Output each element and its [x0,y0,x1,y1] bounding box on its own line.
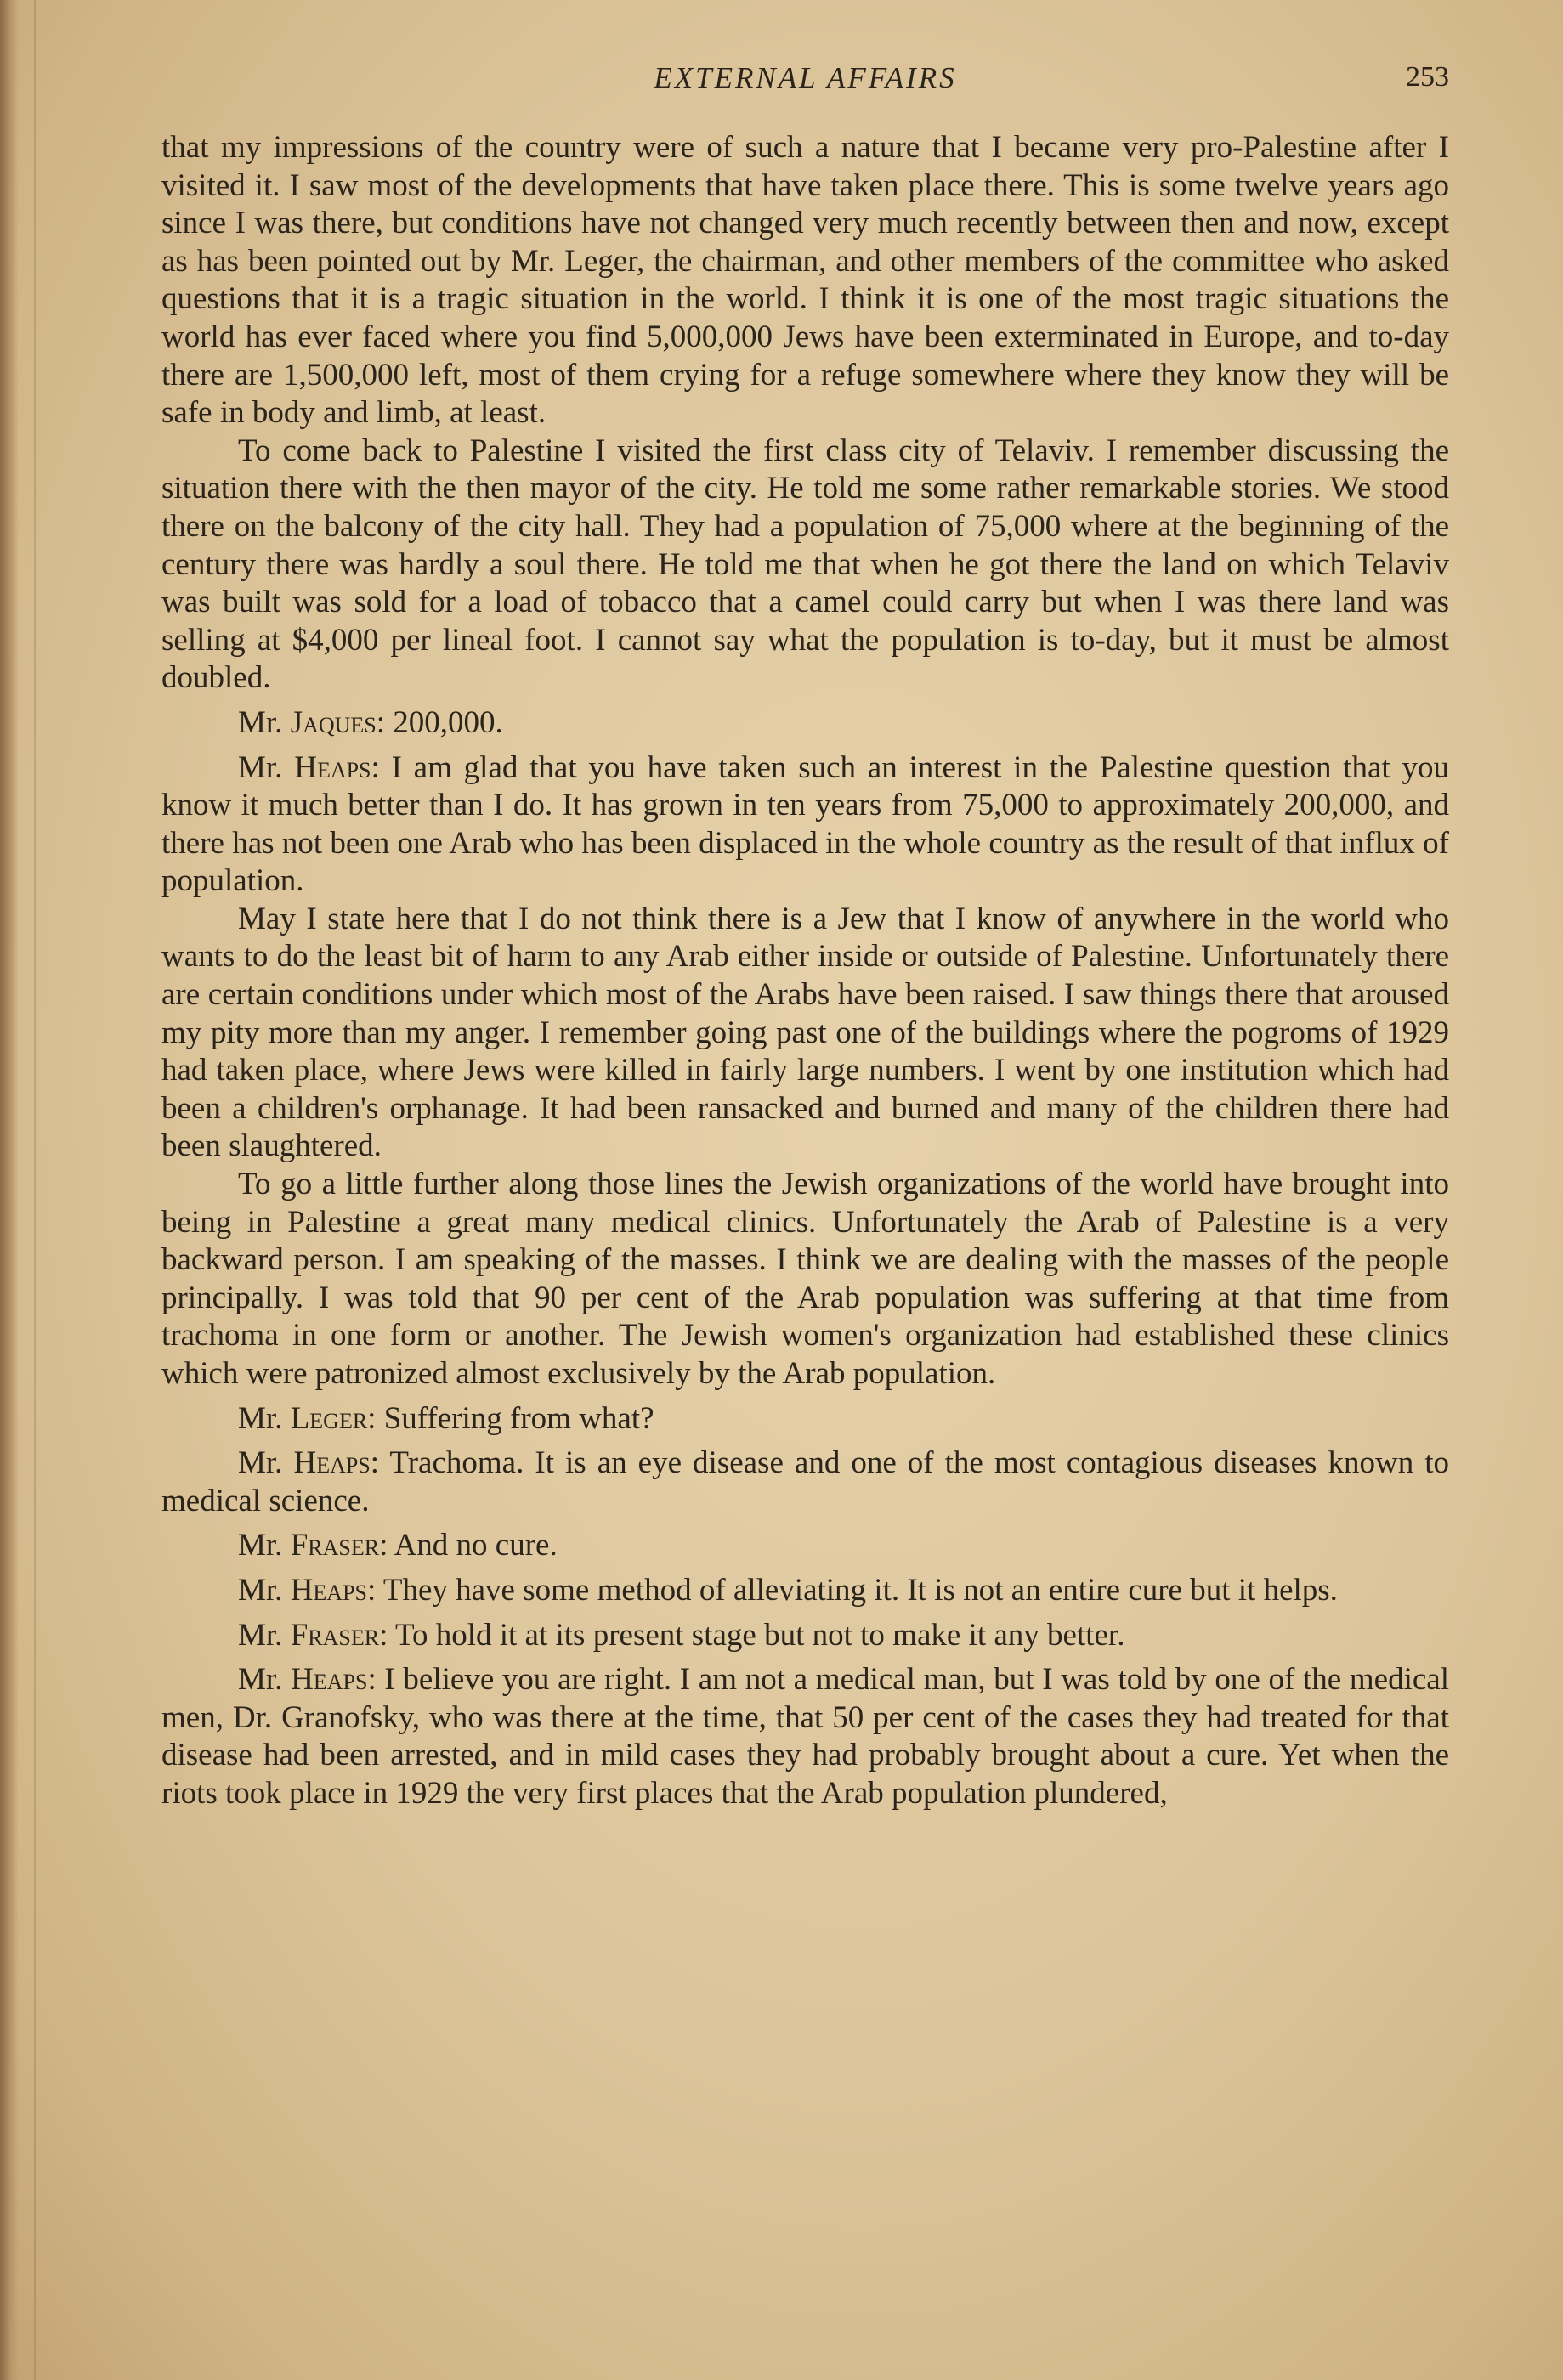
speaker-title: Mr. [238,1617,291,1653]
speech-text: : I believe you are right. I am not a medical man, but I was told by one of the medical men, Dr. Granofsky, who was there at the time, that 50 per cent of the cases they had treated for that disease had been arrested, and in mild cases they had probably brought about a cure. Yet when the riots took place in 1929 the very first places that the Arab population plundered, [161,1662,1449,1811]
paragraph-arabs: May I state here that I do not think there is a Jew that I know of anywhere in the world who wants to do the least bit of harm to any Arab either inside or outside of Palestine. Unfortunately there are certain conditions under which most of the Arabs have been raised. I saw things there that aroused my pity more than my anger. I remember going past one of the buildings where the pogroms of 1929 had taken place, where Jews were killed in fairly large numbers. I went by one institution which had been a children's orphanage. It had been ransacked and burned and many of the children there had been slaughtered. [161,901,1449,1164]
speech-fraser [161,1617,1449,1655]
book-spine-shadow [0,0,19,2380]
speaker-name: Leger [290,1400,368,1436]
speech-text: : They have some method of alleviating it. It is not an entire cure but it helps. [367,1572,1338,1608]
paragraph-telaviv: To come back to Palestine I visited the first class city of Telaviv. I remember discussing the situation there with the then mayor of the city. He told me some rather remarkable stories. We stood there on the balcony of the city hall. They had a population of 75,000 where at the beginning of the century there was hardly a soul there. He told me that when he got there the land on which Telaviv was built was sold for a load of tobacco that a camel could carry but when I was there land was selling at $4,000 per lineal foot. I cannot say what the population is to-day, but it must be almost doubled. [161,432,1449,696]
speech-leger [161,1400,1449,1439]
speaker-title: Mr. [238,704,291,740]
speech-heaps [161,1572,1449,1610]
speaker-title: Mr. [238,749,295,785]
speaker-name: Jaques [290,704,377,740]
speaker-title: Mr. [238,1400,291,1436]
speech-fraser [161,1527,1449,1565]
page-fold-line [34,0,36,2380]
speaker-title: Mr. [238,1572,291,1608]
page-body [161,129,1449,1813]
speaker-title: Mr. [238,1662,292,1698]
speaker-name: Heaps [294,749,371,785]
speaker-name: Fraser [290,1528,380,1563]
speech-heaps [161,749,1449,901]
speech-heaps [161,1444,1449,1520]
speech-text: : And no cure. [379,1528,558,1563]
speaker-name: Heaps [293,1445,371,1481]
paragraph-continued: that my impressions of the country were of such a nature that I became very pro-Palestine after I visited it. I saw most of the developments that have taken place there. This is some twelve years ago since I was there, but conditions have not changed very much recently between then and now, except as has been pointed out by Mr. Leger, the chairman, and other members of the committee who asked questions that it is a tragic situation in the world. I think it is one of the most tragic situations the world has ever faced where you find 5,000,000 Jews have been exterminated in Europe, and to-day there are 1,500,000 left, most of them crying for a refuge somewhere where they know they will be safe in body and limb, at least. [161,130,1449,431]
speech-text: : Trachoma. It is an eye disease and one of the most contagious diseases known to medical science. [161,1445,1450,1518]
page-header [161,61,1449,104]
running-head: EXTERNAL AFFAIRS [654,61,957,94]
speaker-title: Mr. [238,1528,291,1563]
speech-jaques [161,704,1449,743]
speaker-title: Mr. [238,1445,294,1481]
speech-text: : To hold it at its present stage but not to make it any better. [379,1617,1125,1653]
speech-text: : I am glad that you have taken such an interest in the Palestine question that you know it much better than I do. It has grown in ten years from 75,000 to approximately 200,000, and there has not been one Arab who has been displaced in the whole country as the result of that influx of population. [161,749,1449,899]
speech-text: : 200,000. [376,704,503,740]
speaker-name: Fraser [290,1617,380,1653]
paragraph-clinics: To go a little further along those lines the Jewish organizations of the world have brought into being in Palestine a great many medical clinics. Unfortunately the Arab of Palestine is a very backward person. I am speaking of the masses. I think we are dealing with the masses of the people principally. I was told that 90 per cent of the Arab population was suffering at that time from trachoma in one form or another. The Jewish women's organization had established these clinics which were patronized almost exclusively by the Arab population. [161,1167,1449,1391]
page-number: 253 [1406,61,1449,93]
speech-heaps [161,1661,1449,1812]
speaker-name: Heaps [290,1572,367,1608]
speech-text: : Suffering from what? [367,1400,654,1436]
speaker-name: Heaps [291,1662,368,1698]
